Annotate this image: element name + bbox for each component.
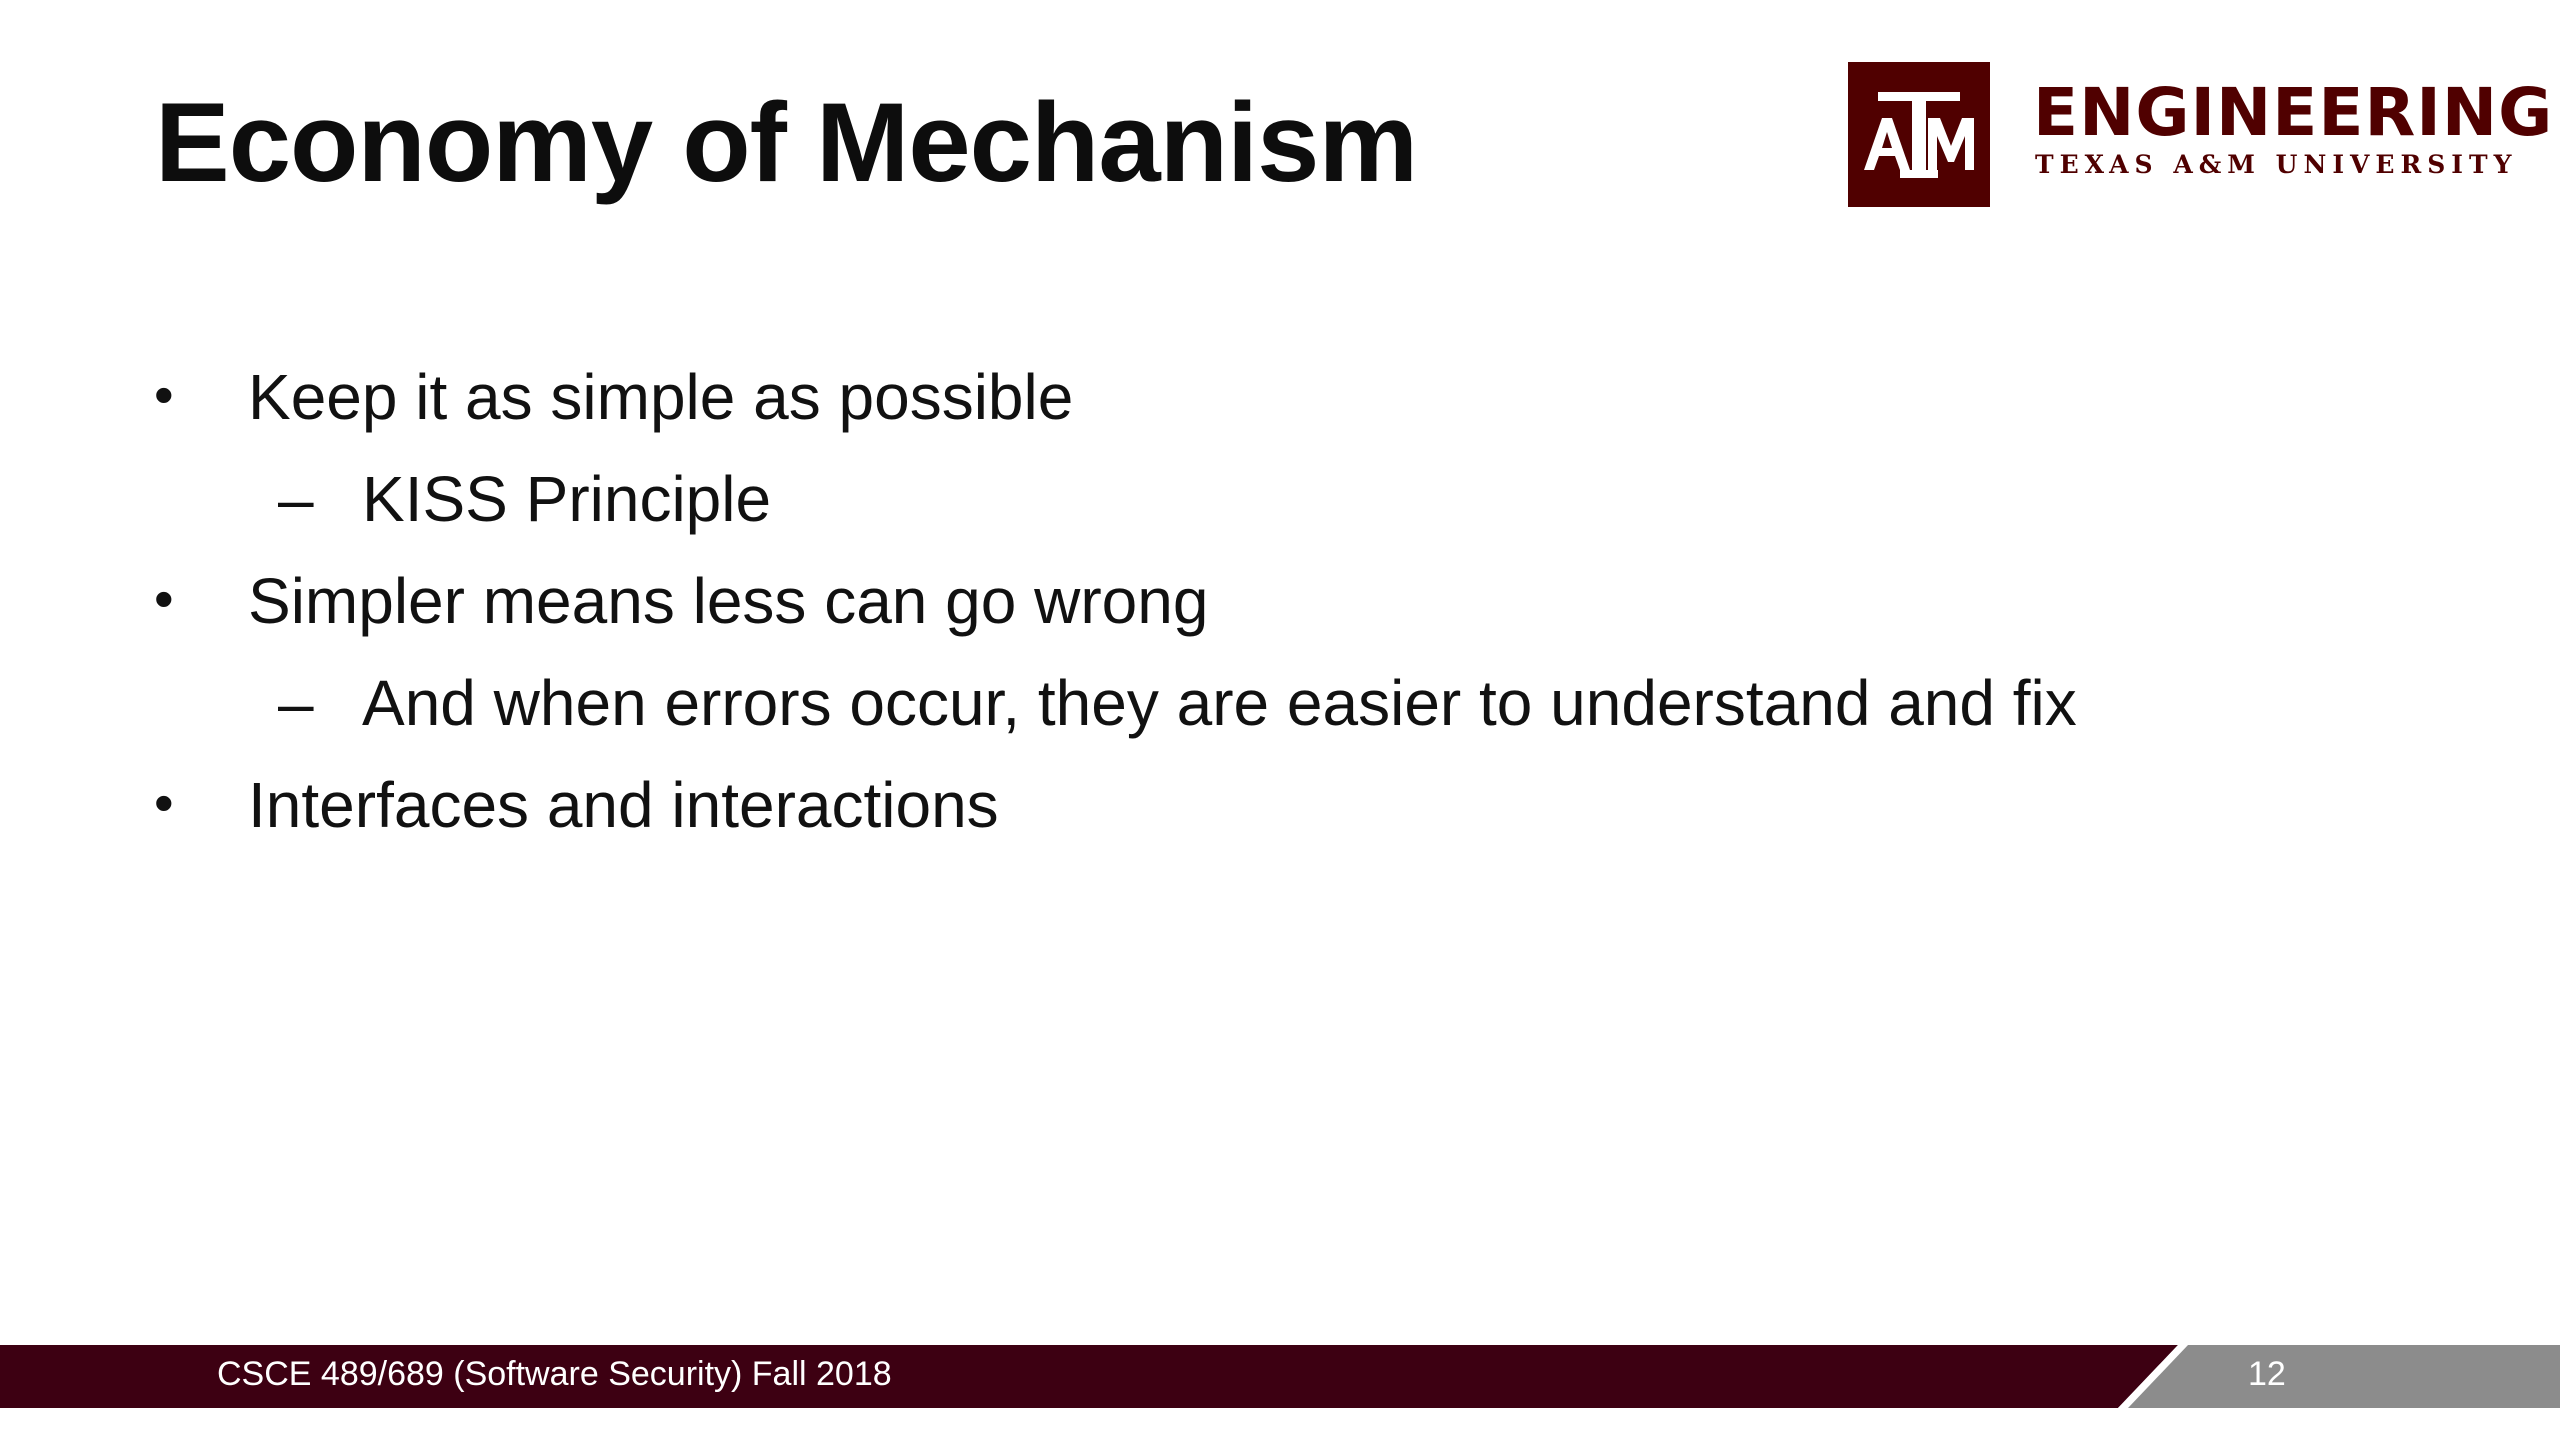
bullet-item [154, 360, 1074, 434]
bullet-text: Simpler means less can go wrong [248, 565, 1209, 637]
sub-bullet-text: And when errors occur, they are easier to understand and fix [362, 667, 2077, 739]
bullet-marker: • [154, 771, 174, 834]
page-number: 12 [2248, 1355, 2286, 1393]
bullet-marker: • [154, 363, 174, 426]
sub-bullet-text: KISS Principle [362, 463, 772, 535]
slide-title: Economy of Mechanism [155, 80, 1418, 205]
bullet-text: Keep it as simple as possible [248, 361, 1074, 433]
footer-course-label: CSCE 489/689 (Software Security) Fall 2018 [217, 1355, 892, 1393]
bullet-marker: • [154, 567, 174, 630]
footer-bar [0, 1345, 2560, 1408]
logo-wordmark: ENGINEERING [2033, 74, 2554, 151]
sub-bullet-marker: – [278, 667, 314, 739]
logo-subtitle: TEXAS A&M UNIVERSITY [2035, 150, 2518, 179]
bullet-item [154, 768, 999, 842]
sub-bullet-item [278, 666, 2077, 740]
sub-bullet-marker: – [278, 463, 314, 535]
sub-bullet-item [278, 462, 772, 536]
bullet-text: Interfaces and interactions [248, 769, 999, 841]
bullet-item [154, 564, 1209, 638]
tamu-engineering-logo [1848, 62, 2554, 212]
atm-logo-icon [1848, 62, 1990, 207]
